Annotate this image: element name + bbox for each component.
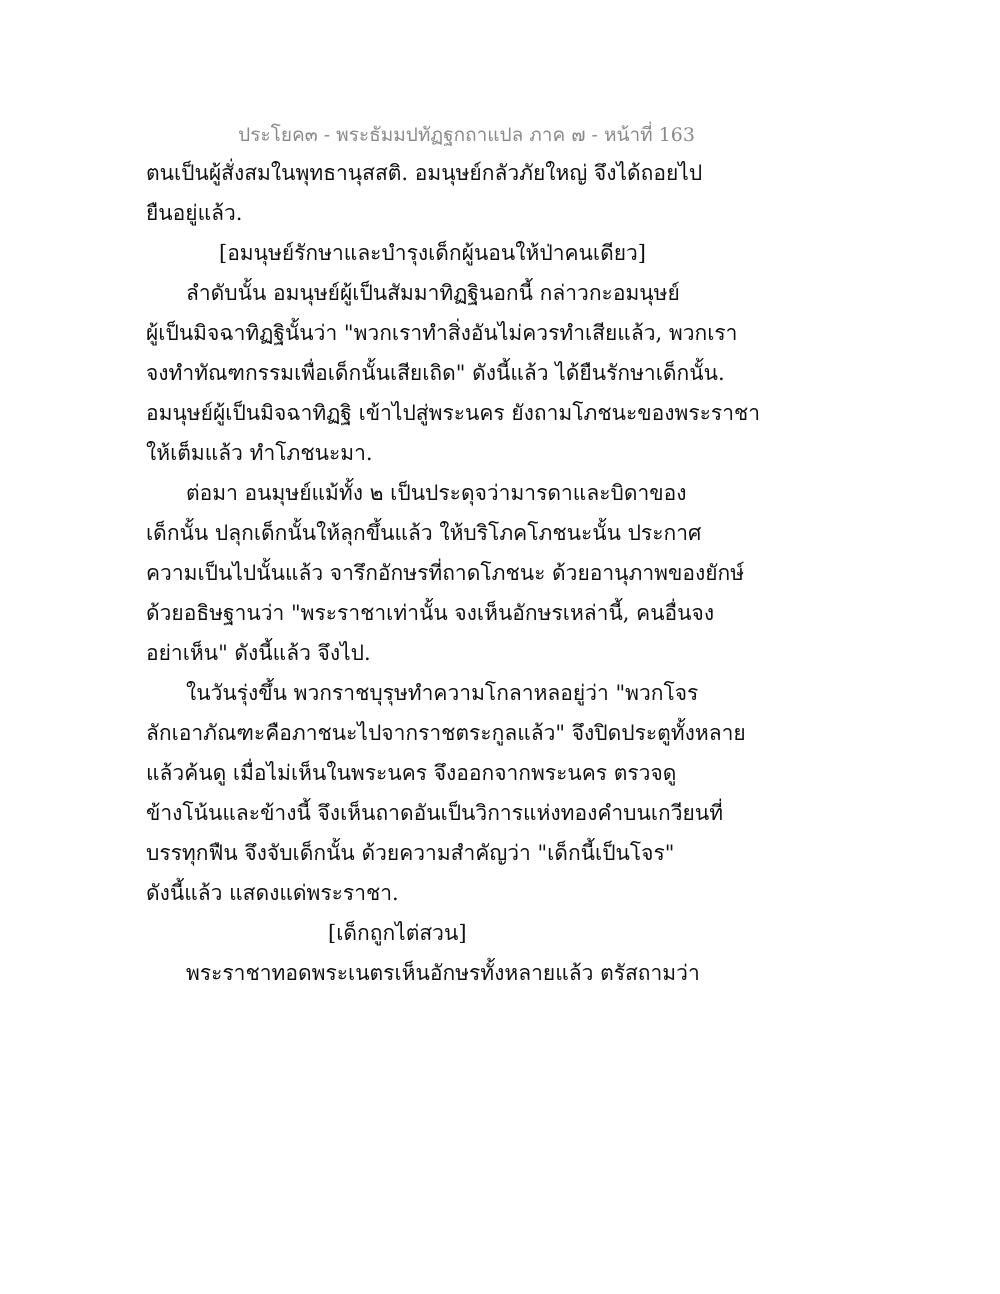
section-heading: [เด็กถูกไต่สวน] — [328, 921, 467, 945]
paragraph-first-line: ลำดับนั้น อมนุษย์ผู้เป็นสัมมาทิฏฐินอกนี้ กล่าวกะอมนุษย์ — [186, 281, 680, 305]
text-line: ตนเป็นผู้สั่งสมในพุทธานุสสติ. อมนุษย์กลัวภัยใหญ่ จึงได้ถอยไป — [146, 161, 703, 185]
text-line: ด้วยอธิษฐานว่า "พระราชาเท่านั้น จงเห็นอักษรเหล่านี้, คนอื่นจง — [146, 601, 715, 625]
text-line: จงทำทัณฑกรรมเพื่อเด็กนั้นเสียเถิด" ดังนี้แล้ว ได้ยืนรักษาเด็กนั้น. — [146, 361, 725, 385]
text-line: ยืนอยู่แล้ว. — [146, 201, 243, 225]
section-heading: [อมนุษย์รักษาและบำรุงเด็กผู้นอนให้ป่าคนเดียว] — [219, 241, 647, 265]
text-line: ลักเอาภัณฑะคือภาชนะไปจากราชตระกูลแล้ว" จึงปิดประตูทั้งหลาย — [146, 721, 746, 745]
paragraph-first-line: ต่อมา อนมุษย์แม้ทั้ง ๒ เป็นประดุจว่ามารดาและบิดาของ — [186, 481, 687, 505]
text-line: เด็กนั้น ปลุกเด็กนั้นให้ลุกขึ้นแล้ว ให้บริโภคโภชนะนั้น ประกาศ — [146, 521, 702, 545]
paragraph-first-line: ในวันรุ่งขึ้น พวกราชบุรุษทำความโกลาหลอยู่ว่า "พวกโจร — [186, 681, 699, 705]
text-line: แล้วค้นดู เมื่อไม่เห็นในพระนคร จึงออกจากพระนคร ตรวจดู — [146, 761, 677, 785]
text-line: อย่าเห็น" ดังนี้แล้ว จึงไป. — [146, 641, 371, 665]
text-line: อมนุษย์ผู้เป็นมิจฉาทิฏฐิ เข้าไปสู่พระนคร ยังถามโภชนะของพระราชา — [146, 401, 761, 425]
text-line: ผู้เป็นมิจฉาทิฏฐินั้นว่า "พวกเราทำสิ่งอันไม่ควรทำเสียแล้ว, พวกเรา — [146, 321, 738, 345]
running-header: ประโยค๓ - พระธัมมปทัฏฐกถาแปล ภาค ๗ - หน้าที่ 163 — [238, 124, 695, 146]
paragraph-first-line: พระราชาทอดพระเนตรเห็นอักษรทั้งหลายแล้ว ตรัสถามว่า — [186, 961, 700, 985]
text-line: ข้างโน้นและข้างนี้ จึงเห็นถาดอันเป็นวิการแห่งทองคำบนเกวียนที่ — [146, 801, 724, 825]
text-line: ความเป็นไปนั้นแล้ว จารึกอักษรที่ถาดโภชนะ ด้วยอานุภาพของยักษ์ — [146, 561, 745, 585]
text-line: ดังนี้แล้ว แสดงแด่พระราชา. — [146, 881, 399, 905]
text-line: ให้เต็มแล้ว ทำโภชนะมา. — [146, 441, 373, 465]
text-line: บรรทุกฟืน จึงจับเด็กนั้น ด้วยความสำคัญว่า "เด็กนี้เป็นโจร" — [146, 841, 675, 865]
